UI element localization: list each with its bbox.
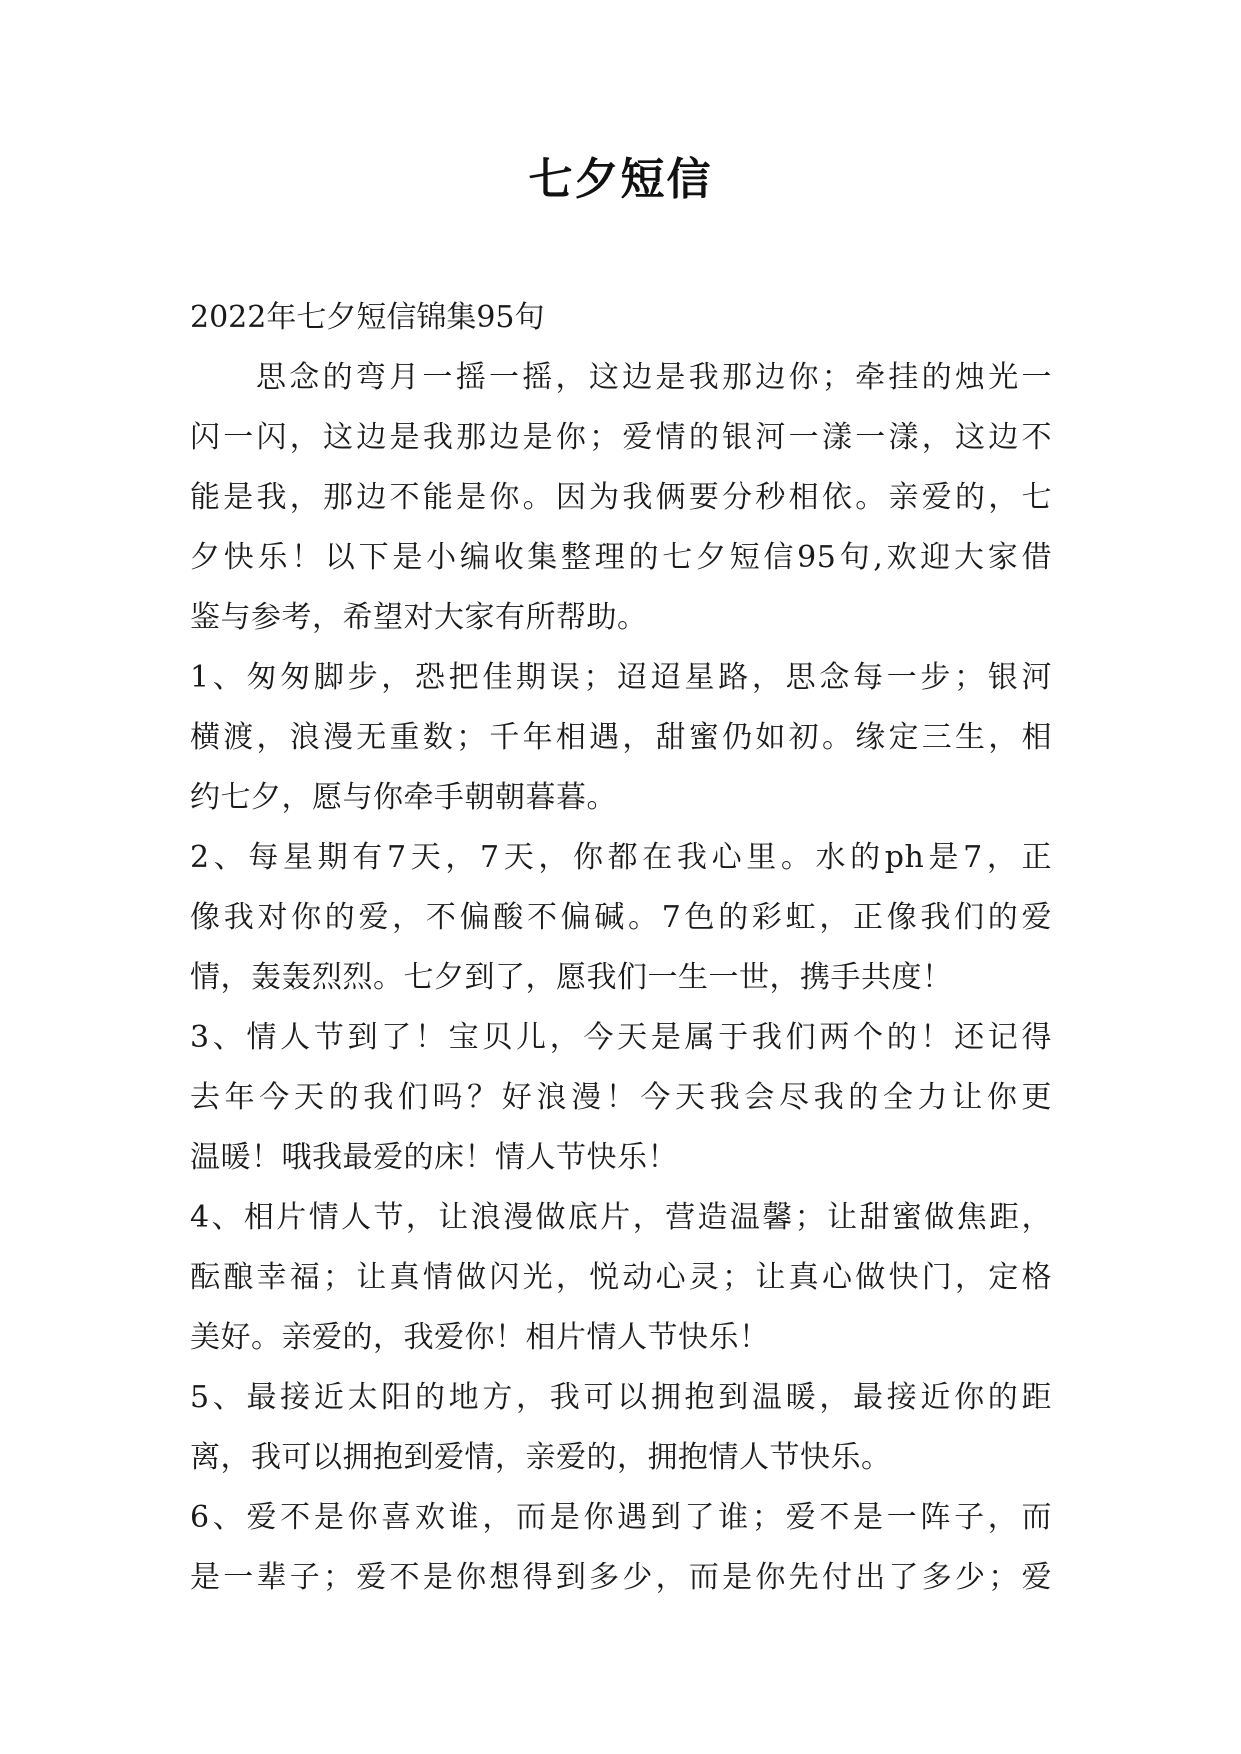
message-item-1	[190, 648, 1052, 828]
intro-paragraph	[190, 348, 1052, 648]
paragraph-line: 5、最接近太阳的地方，我可以拥抱到温暖，最接近你的距	[190, 1380, 1052, 1415]
document-subtitle: 2022年七夕短信锦集95句	[190, 300, 545, 335]
paragraph-line: 约七夕，愿与你牵手朝朝暮暮。	[190, 780, 617, 815]
message-item-2	[190, 828, 1052, 1008]
paragraph-line: 思念的弯月一摇一摇，这边是我那边你；牵挂的烛光一	[256, 360, 1052, 395]
paragraph-line: 美好。亲爱的，我爱你！相片情人节快乐！	[190, 1320, 770, 1355]
paragraph-line: 1、匆匆脚步，恐把佳期误；迢迢星路，思念每一步；银河	[190, 660, 1052, 695]
paragraph-line: 4、相片情人节，让浪漫做底片，营造温馨；让甜蜜做焦距，	[190, 1200, 1052, 1235]
paragraph-line: 离，我可以拥抱到爱情，亲爱的，拥抱情人节快乐。	[190, 1440, 892, 1475]
paragraph-line: 2、每星期有7天，7天，你都在我心里。水的ph是7，正	[190, 840, 1052, 875]
paragraph-line: 夕快乐！以下是小编收集整理的七夕短信95句,欢迎大家借	[190, 540, 1052, 575]
paragraph-line: 横渡，浪漫无重数；千年相遇，甜蜜仍如初。缘定三生，相	[190, 720, 1052, 755]
message-item-6	[190, 1488, 1052, 1608]
paragraph-line: 能是我，那边不能是你。因为我俩要分秒相依。亲爱的，七	[190, 480, 1052, 515]
paragraph-line: 3、情人节到了！宝贝儿，今天是属于我们两个的！还记得	[190, 1020, 1052, 1055]
paragraph-line: 像我对你的爱，不偏酸不偏碱。7色的彩虹，正像我们的爱	[190, 900, 1052, 935]
paragraph-line: 温暖！哦我最爱的床！情人节快乐！	[190, 1140, 678, 1175]
paragraph-line: 情，轰轰烈烈。七夕到了，愿我们一生一世，携手共度！	[190, 960, 953, 995]
paragraph-line: 去年今天的我们吗？好浪漫！今天我会尽我的全力让你更	[190, 1080, 1052, 1115]
paragraph-line: 鉴与参考，希望对大家有所帮助。	[190, 600, 648, 635]
paragraph-line: 是一辈子；爱不是你想得到多少，而是你先付出了多少；爱	[190, 1560, 1052, 1595]
paragraph-line: 闪一闪，这边是我那边是你；爱情的银河一漾一漾，这边不	[190, 420, 1052, 455]
document-body	[190, 288, 1052, 1608]
message-item-5	[190, 1368, 1052, 1488]
document-title: 七夕短信	[528, 154, 713, 205]
paragraph-line: 6、爱不是你喜欢谁，而是你遇到了谁；爱不是一阵子，而	[190, 1500, 1052, 1535]
message-item-4	[190, 1188, 1052, 1368]
paragraph-line: 酝酿幸福；让真情做闪光，悦动心灵；让真心做快门，定格	[190, 1260, 1052, 1295]
message-item-3	[190, 1008, 1052, 1188]
